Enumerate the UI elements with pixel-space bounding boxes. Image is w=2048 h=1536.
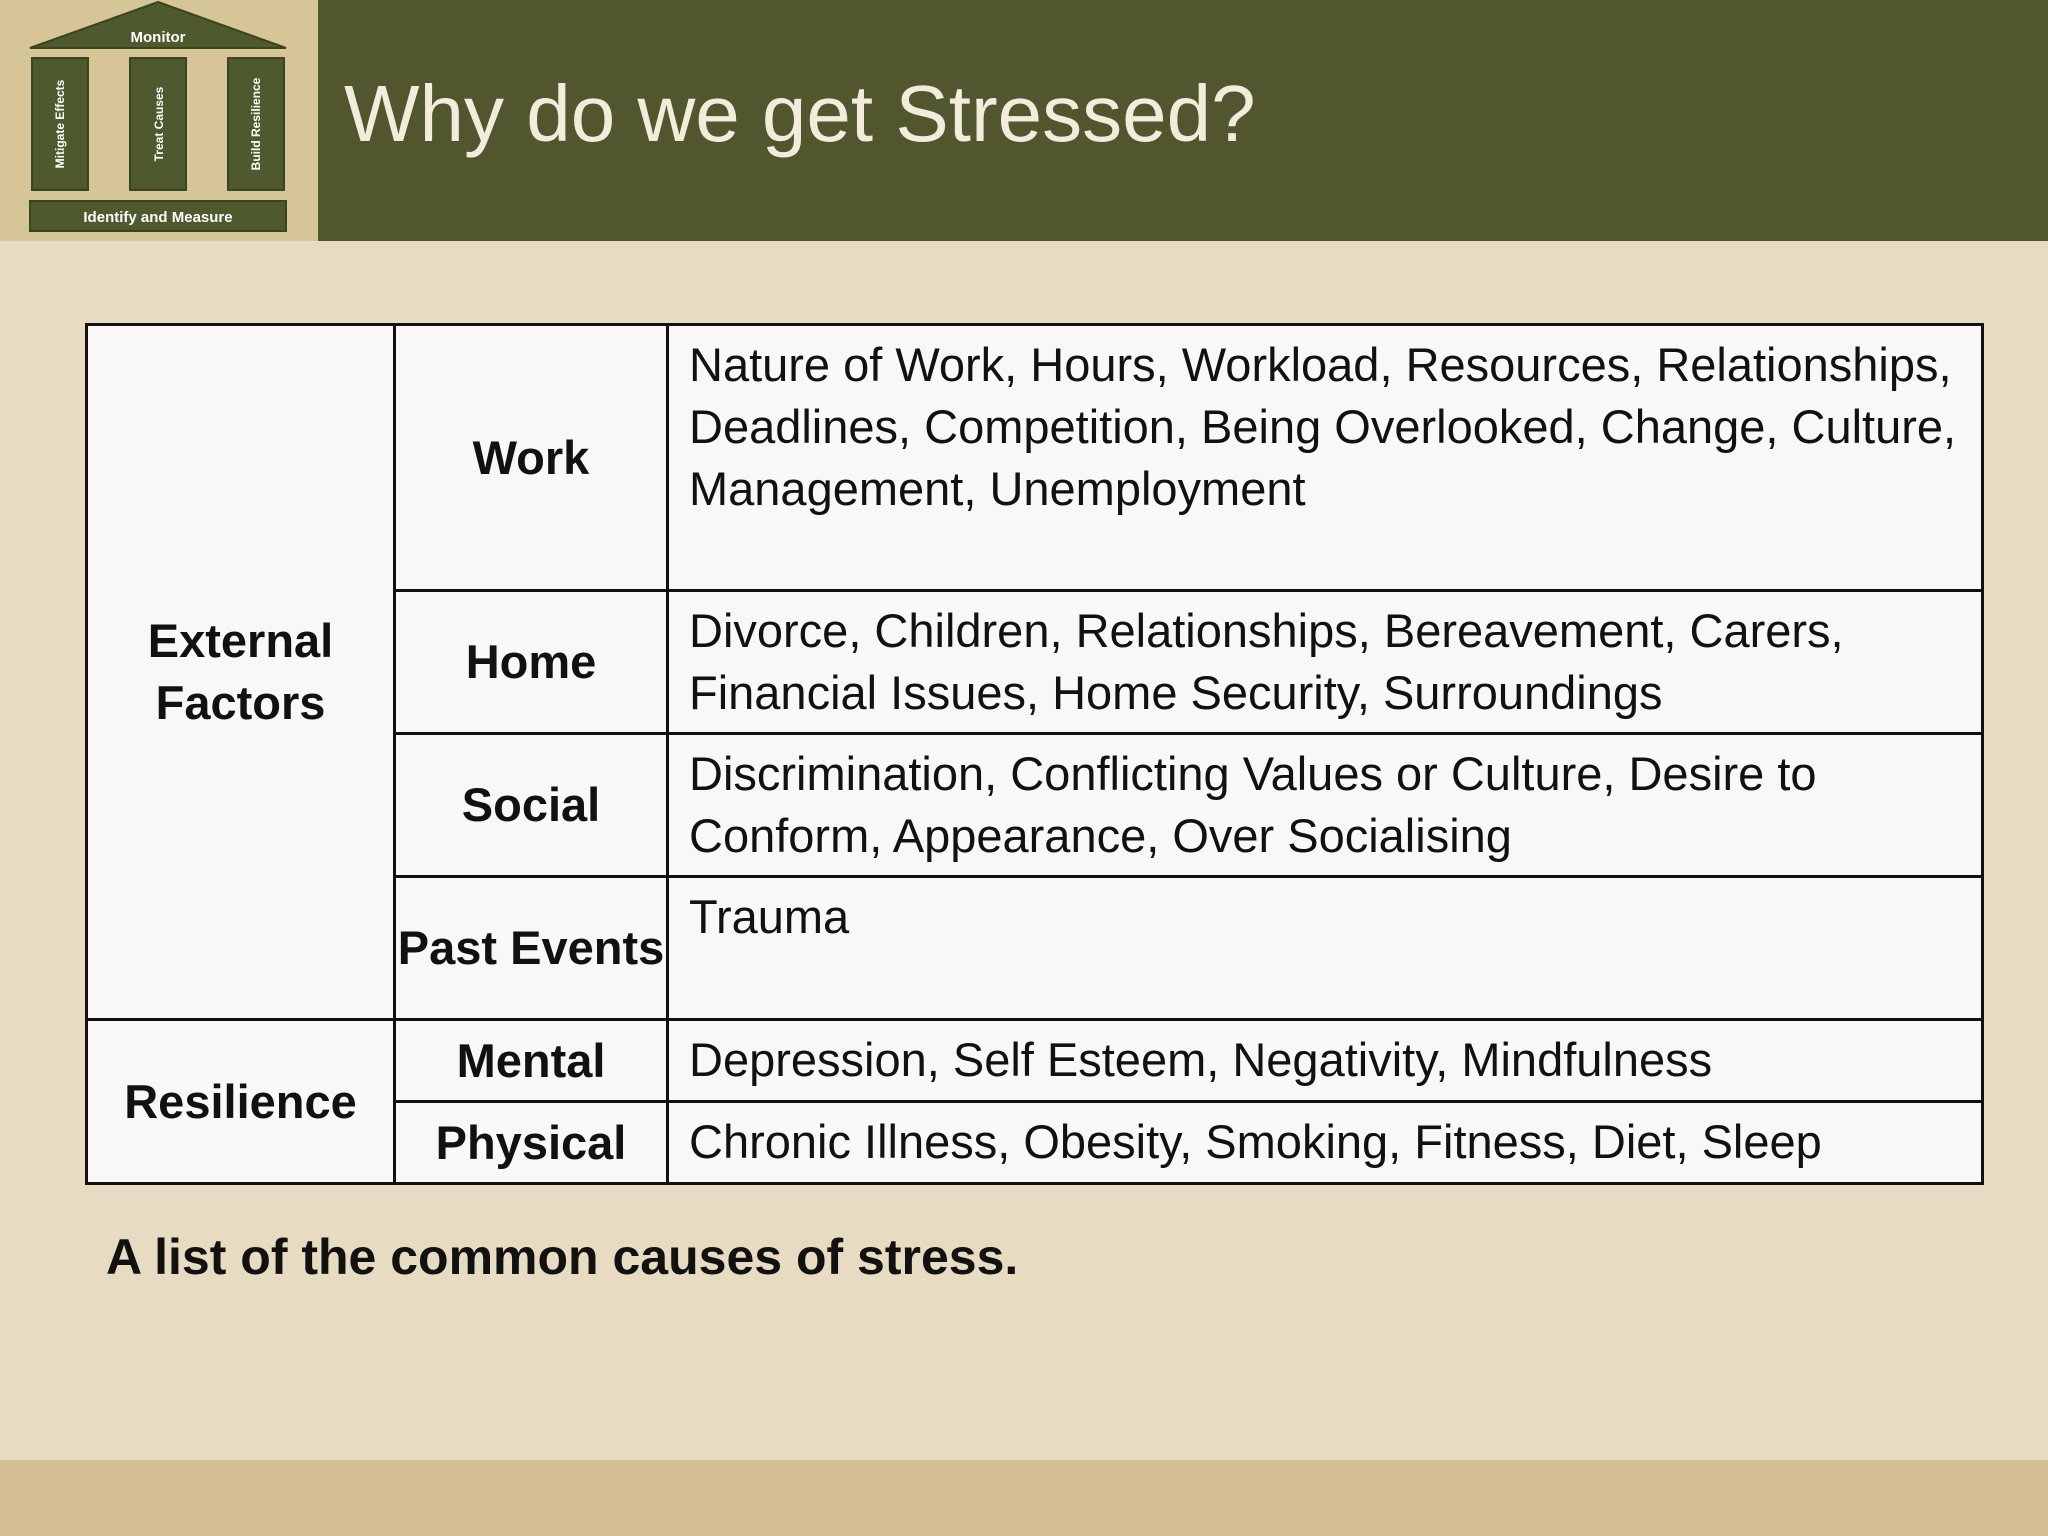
subcategory-work: Work [395, 325, 668, 591]
temple-base-label: Identify and Measure [83, 209, 233, 226]
causes-mental: Depression, Self Esteem, Negativity, Mindfulness [668, 1020, 1983, 1102]
subcategory-past-events: Past Events [395, 877, 668, 1020]
stress-causes-table [85, 323, 1984, 1185]
category-resilience: Resilience [87, 1020, 395, 1184]
footer-bar [0, 1460, 2048, 1536]
pillar-label-treat-causes: Treat Causes [152, 86, 166, 162]
table-row [87, 1020, 1983, 1102]
causes-physical: Chronic Illness, Obesity, Smoking, Fitness, Diet, Sleep [668, 1102, 1983, 1184]
table-row [87, 325, 1983, 591]
causes-work: Nature of Work, Hours, Workload, Resources, Relationships, Deadlines, Competition, Being Overlooked, Change, Culture, Management, Unemployment [668, 325, 1983, 591]
temple-roof-label: Monitor [130, 29, 186, 46]
pillar-label-mitigate-effects: Mitigate Effects [53, 79, 67, 169]
title-bar [318, 0, 2048, 241]
causes-home: Divorce, Children, Relationships, Bereavement, Carers, Financial Issues, Home Security, Surroundings [668, 591, 1983, 734]
subcategory-mental: Mental [395, 1020, 668, 1102]
causes-past-events: Trauma [668, 877, 1983, 1020]
subcategory-social: Social [395, 734, 668, 877]
slide-title: Why do we get Stressed? [344, 69, 1256, 158]
subcategory-physical: Physical [395, 1102, 668, 1184]
subcategory-home: Home [395, 591, 668, 734]
logo-panel [0, 0, 318, 241]
category-external-factors: External Factors [87, 325, 395, 1020]
slide-caption: A list of the common causes of stress. [106, 1229, 1019, 1285]
temple-logo [0, 0, 318, 241]
pillar-label-build-resilience: Build Resilience [249, 77, 263, 171]
causes-social: Discrimination, Conflicting Values or Culture, Desire to Conform, Appearance, Over Socialising [668, 734, 1983, 877]
